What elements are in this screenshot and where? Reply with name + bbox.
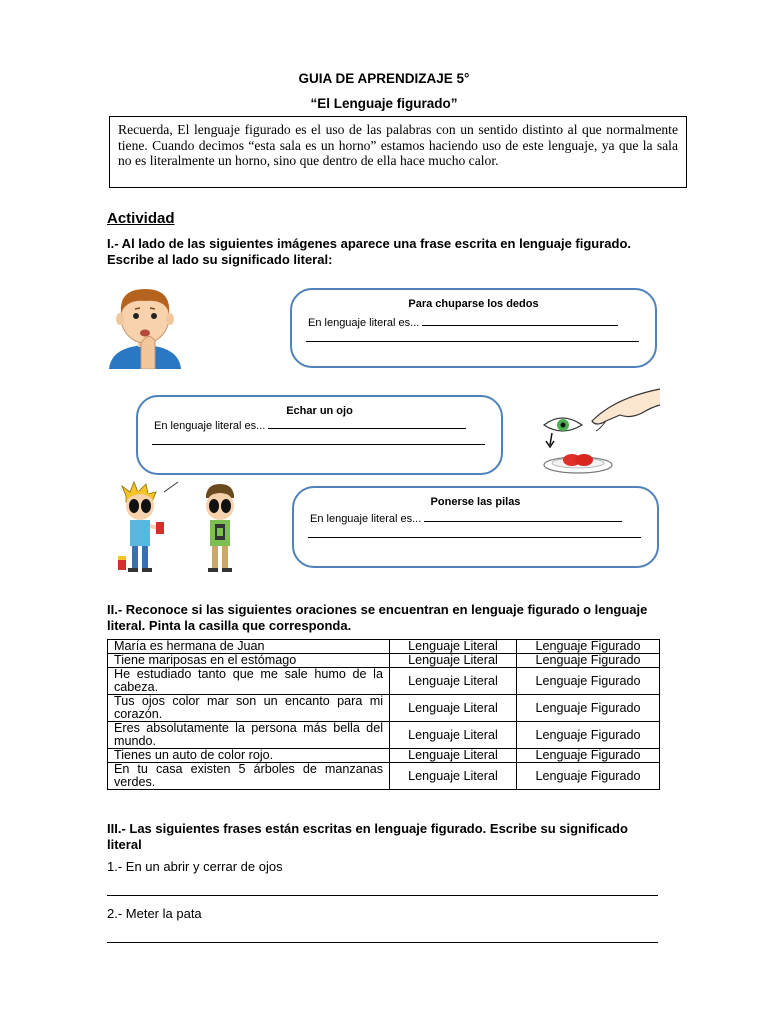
phrase-bubble-1 [290, 288, 657, 368]
question-2: 2.- Meter la pata [107, 906, 202, 921]
part2-instruction: II.- Reconoce si las siguientes oraciones se encuentran en lenguaje figurado o lenguaje literal. Pinta la casilla que corresponda. [107, 602, 648, 633]
recuerda-box: Recuerda, El lenguaje figurado es el uso de las palabras con un sentido distinto al que normalmente tiene. Cuando decimos “esta sala es un horno” estamos haciendo uso de este lenguaje, ya que la sala no es literalmente un horno, sino que dentro de ella hace mucho calor. [109, 116, 687, 188]
literal-option-cell[interactable]: Lenguaje Literal [390, 763, 517, 790]
page-title: GUIA DE APRENDIZAJE 5° [298, 71, 470, 86]
table-row [108, 749, 660, 763]
sentence-cell: Tus ojos color mar son un encanto para mi corazón. [108, 695, 390, 722]
literal-line-label: En lenguaje literal es... [308, 317, 420, 329]
answer-line[interactable] [306, 331, 639, 342]
answer-line[interactable] [422, 316, 618, 326]
answer-line[interactable] [152, 434, 485, 445]
answer-line-1[interactable] [107, 895, 658, 896]
literal-figurado-table [107, 639, 660, 790]
literal-line-label: En lenguaje literal es... [310, 513, 422, 525]
phrase-title: Para chuparse los dedos [408, 298, 539, 310]
phrase-bubble-2 [136, 395, 503, 475]
table-row [108, 695, 660, 722]
table-row [108, 654, 660, 668]
figurado-option-cell[interactable]: Lenguaje Figurado [517, 763, 660, 790]
phrase-title: Ponerse las pilas [430, 496, 521, 508]
phrase-bubble-3 [292, 486, 659, 568]
figurado-option-cell[interactable]: Lenguaje Figurado [517, 749, 660, 763]
figurado-option-cell[interactable]: Lenguaje Figurado [517, 640, 660, 654]
sentence-cell: Eres absolutamente la persona más bella del mundo. [108, 722, 390, 749]
sentence-cell: Tienes un auto de color rojo. [108, 749, 390, 763]
table-row [108, 722, 660, 749]
part3-instruction: III.- Las siguientes frases están escritas en lenguaje figurado. Escribe su significado literal [107, 821, 628, 852]
boy-licking-fingers-illustration [105, 283, 185, 369]
literal-option-cell[interactable]: Lenguaje Literal [390, 722, 517, 749]
answer-line-2[interactable] [107, 942, 658, 943]
literal-line-label: En lenguaje literal es... [154, 420, 266, 432]
answer-line[interactable] [268, 419, 466, 429]
literal-option-cell[interactable]: Lenguaje Literal [390, 640, 517, 654]
sentence-cell: María es hermana de Juan [108, 640, 390, 654]
actividad-heading: Actividad [107, 210, 175, 227]
page-subtitle: “El Lenguaje figurado” [310, 96, 458, 111]
kids-battery-illustration [106, 478, 266, 578]
part1-instruction: I.- Al lado de las siguientes imágenes aparece una frase escrita en lenguaje figurado. Escribe al lado su significado literal: [107, 236, 632, 267]
table-row [108, 640, 660, 654]
question-1: 1.- En un abrir y cerrar de ojos [107, 859, 283, 874]
figurado-option-cell[interactable]: Lenguaje Figurado [517, 695, 660, 722]
literal-option-cell[interactable]: Lenguaje Literal [390, 695, 517, 722]
sentence-cell: Tiene mariposas en el estómago [108, 654, 390, 668]
literal-option-cell[interactable]: Lenguaje Literal [390, 668, 517, 695]
answer-line[interactable] [424, 512, 622, 522]
literal-option-cell[interactable]: Lenguaje Literal [390, 749, 517, 763]
table-row [108, 668, 660, 695]
figurado-option-cell[interactable]: Lenguaje Figurado [517, 654, 660, 668]
table-row [108, 763, 660, 790]
eye-on-plate-illustration [530, 385, 662, 477]
figurado-option-cell[interactable]: Lenguaje Figurado [517, 722, 660, 749]
sentence-cell: He estudiado tanto que me sale humo de la cabeza. [108, 668, 390, 695]
sentence-cell: En tu casa existen 5 árboles de manzanas verdes. [108, 763, 390, 790]
figurado-option-cell[interactable]: Lenguaje Figurado [517, 668, 660, 695]
phrase-title: Echar un ojo [286, 405, 353, 417]
answer-line[interactable] [308, 527, 641, 538]
literal-option-cell[interactable]: Lenguaje Literal [390, 654, 517, 668]
